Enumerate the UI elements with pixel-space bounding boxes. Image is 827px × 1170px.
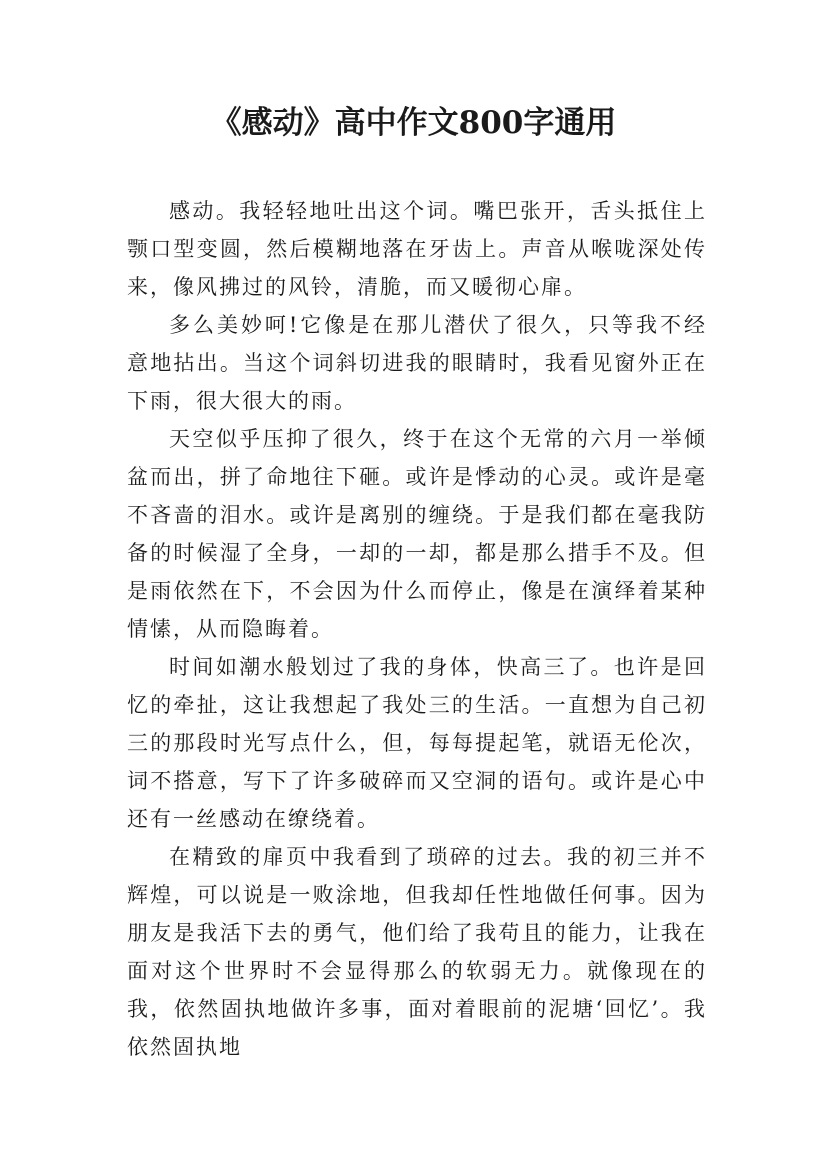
document-title: 《感动》高中作文800字通用 xyxy=(210,105,617,141)
paragraph: 时间如潮水般划过了我的身体，快高三了。也许是回忆的牵扯，这让我想起了我处三的生活。一直想为自己初三的那段时光写点什么，但，每每提起笔，就语无伦次，词不搭意，写下了许多破碎而又空洞的语句。或许是心中还有一丝感动在缭绕着。 xyxy=(127,655,707,831)
document-body xyxy=(127,192,707,1066)
paragraph: 天空似乎压抑了很久，终于在这个无常的六月一举倾盆而出，拼了命地往下砸。或许是悸动的心灵。或许是毫不吝啬的泪水。或许是离别的缠绕。于是我们都在毫我防备的时候湿了全身，一却的一却，都是那么措手不及。但是雨依然在下，不会因为什么而停止，像是在演绎着某种情愫，从而隐晦着。 xyxy=(127,427,707,641)
paragraph: 感动。我轻轻地吐出这个词。嘴巴张开，舌头抵住上颚口型变圆，然后模糊地落在牙齿上。声音从喉咙深处传来，像风拂过的风铃，清脆，而又暖彻心扉。 xyxy=(127,199,707,299)
paragraph: 多么美妙呵!它像是在那儿潜伏了很久，只等我不经意地拈出。当这个词斜切进我的眼睛时，我看见窗外正在下雨，很大很大的雨。 xyxy=(127,313,707,413)
paragraph: 在精致的扉页中我看到了琐碎的过去。我的初三并不辉煌，可以说是一败涂地，但我却任性地做任何事。因为朋友是我活下去的勇气，他们给了我苟且的能力，让我在面对这个世界时不会显得那么的软弱无力。就像现在的我，依然固执地做许多事，面对着眼前的泥塘‘回忆’。我依然固执地 xyxy=(127,845,707,1059)
